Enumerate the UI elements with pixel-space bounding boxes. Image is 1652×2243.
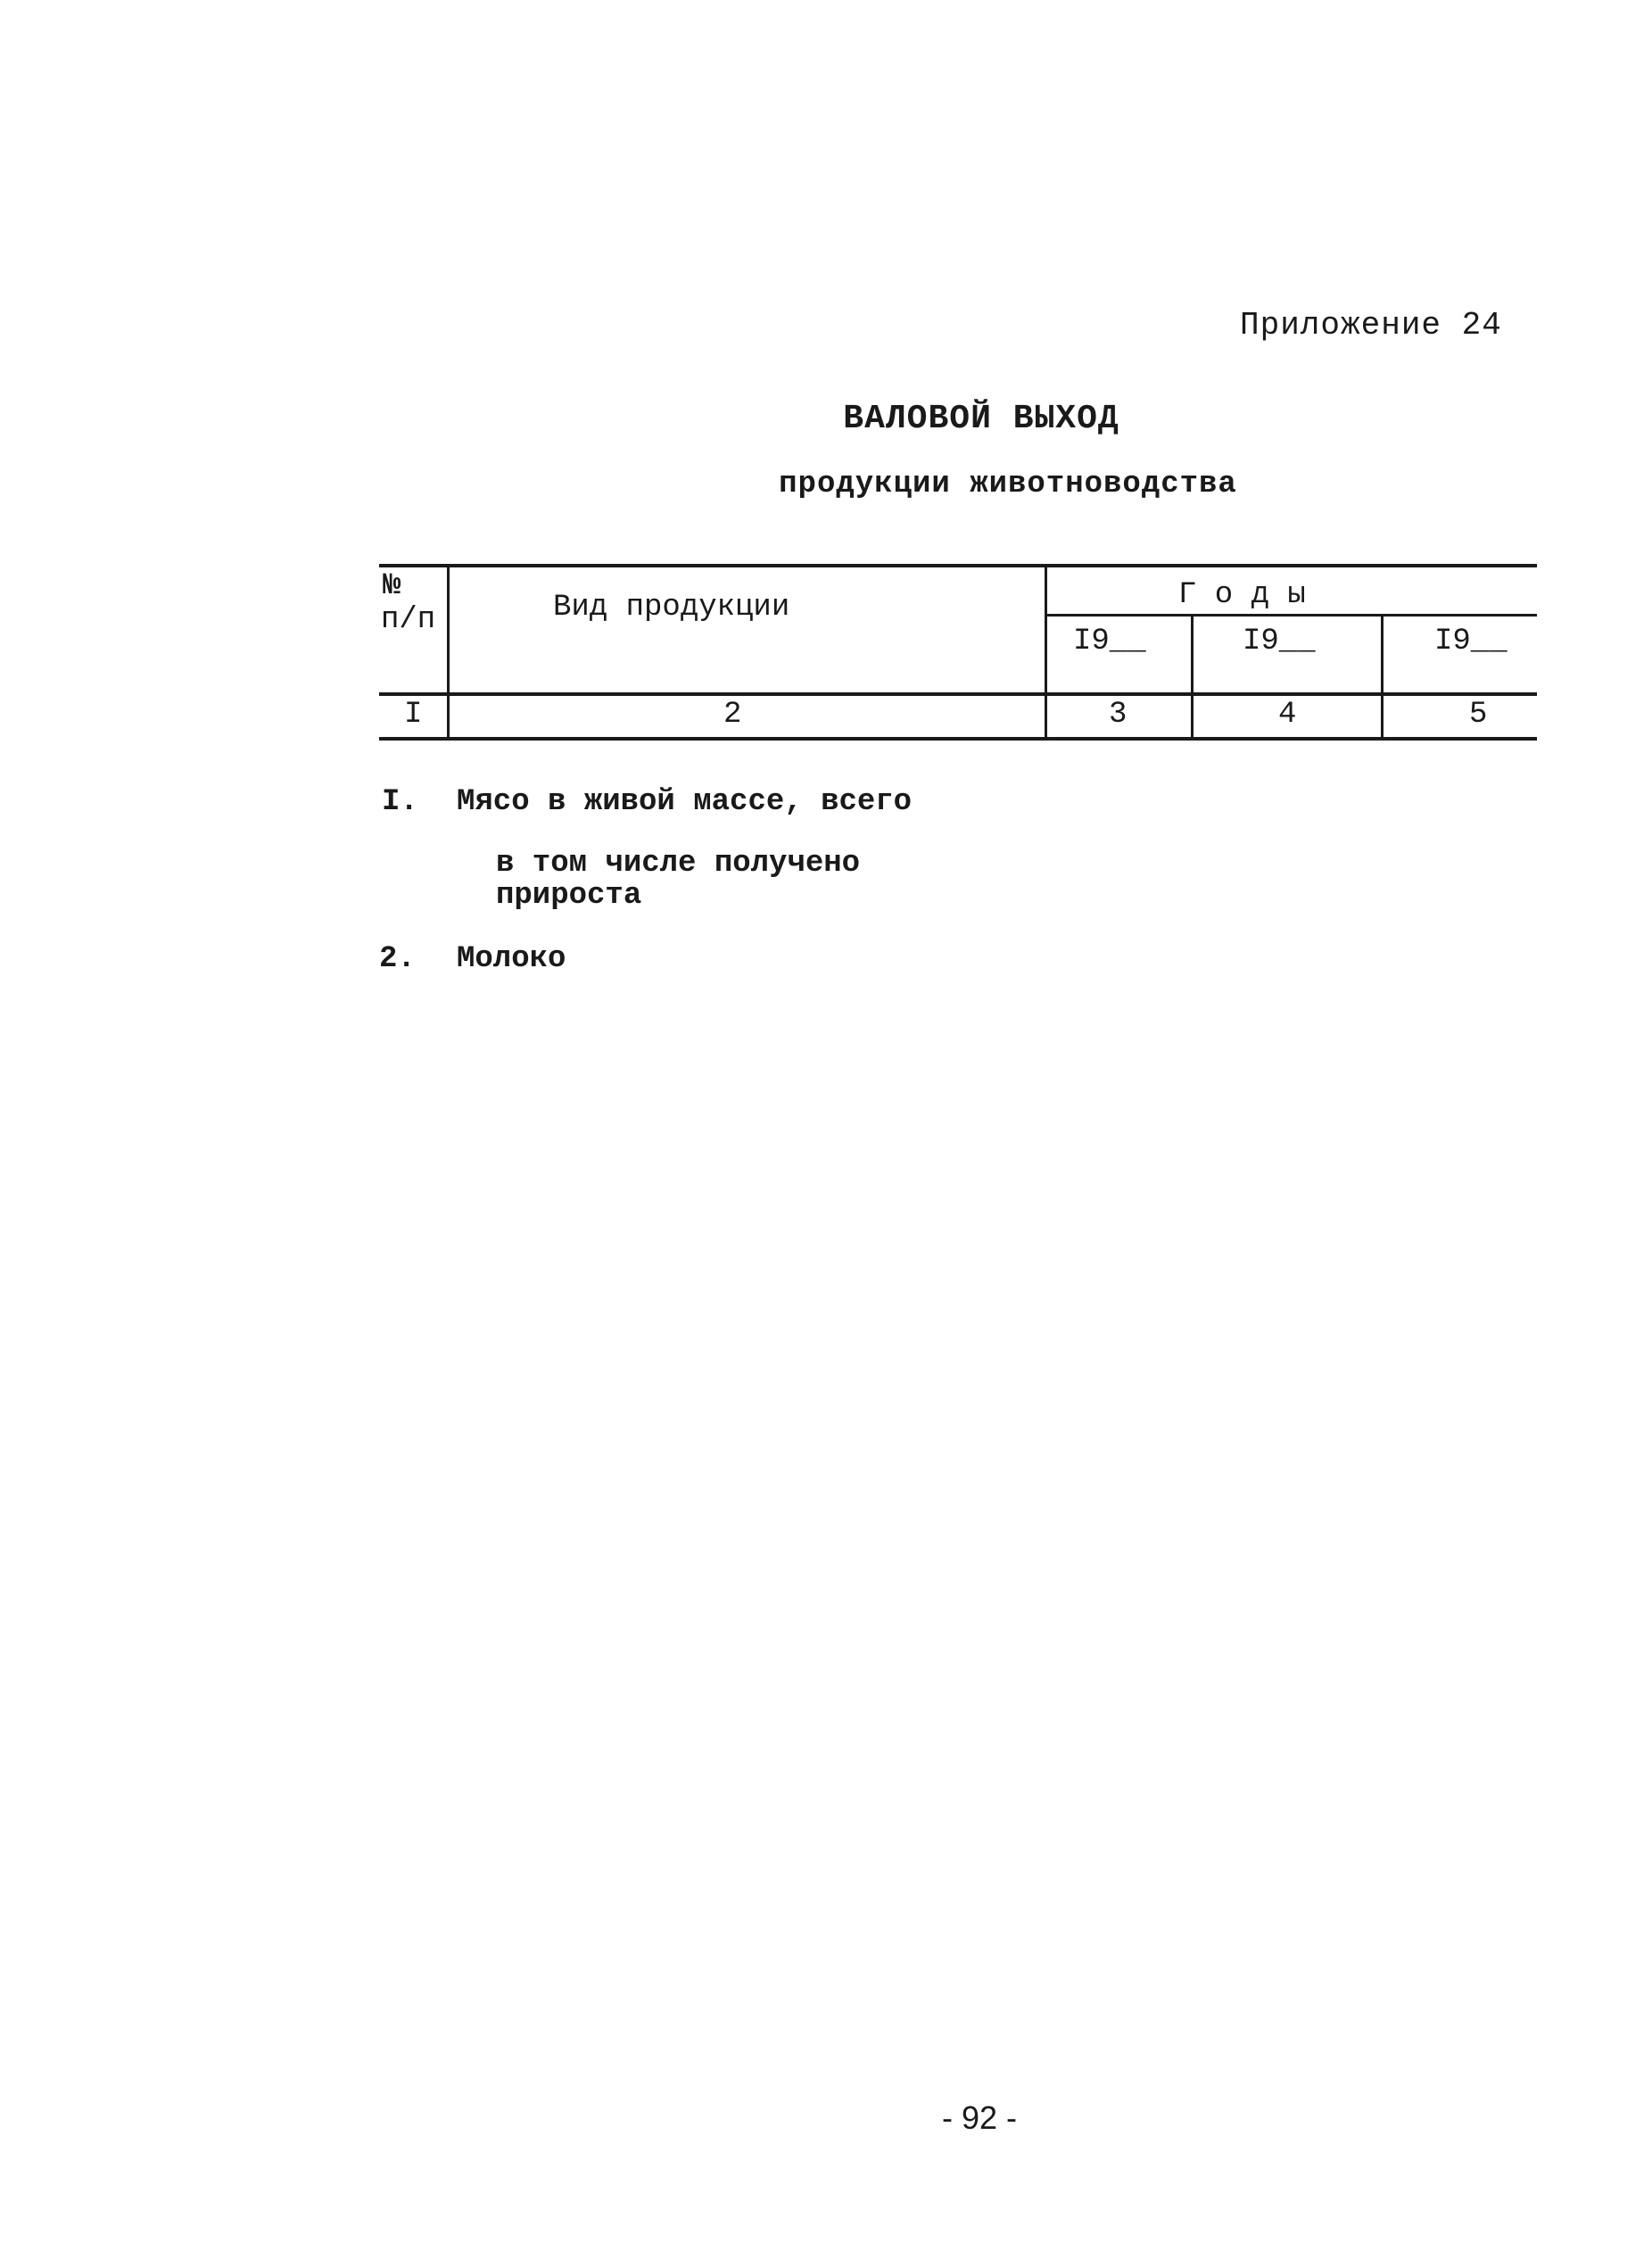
row-1-number: I. [382, 785, 418, 819]
col-separator-4 [1381, 616, 1384, 741]
row-1-sub-label-line-1: в том числе получено [496, 847, 861, 881]
column-number-1: I [404, 698, 423, 732]
column-number-5: 5 [1469, 698, 1488, 732]
table-top-border [379, 564, 1537, 567]
appendix-label: Приложение 24 [1240, 307, 1502, 343]
page-number: - 92 - [941, 2099, 1018, 2136]
column-number-2: 2 [723, 698, 742, 732]
row-1-sub-label-line-2: прироста [496, 879, 642, 913]
col-separator-1 [447, 564, 450, 741]
col-separator-3 [1191, 616, 1194, 741]
years-group-header: Г о д ы [1178, 578, 1306, 612]
column-number-4: 4 [1278, 698, 1297, 732]
row-2-number: 2. [379, 942, 416, 976]
table-bottom-border [379, 737, 1537, 741]
production-table [379, 564, 1537, 741]
product-type-header: Вид продукции [553, 591, 790, 625]
number-header-symbol: № [383, 569, 401, 603]
column-number-3: 3 [1109, 698, 1127, 732]
col-separator-2 [1045, 564, 1047, 741]
years-divider-line [1046, 614, 1537, 617]
document-subtitle: продукции животноводства [779, 468, 1237, 501]
row-1-label: Мясо в живой массе, всего [457, 785, 913, 819]
number-header: п/п [381, 603, 436, 637]
document-title: ВАЛОВОЙ ВЫХОД [843, 400, 1119, 438]
row-1-sub-label [496, 848, 860, 912]
header-bottom-border [379, 692, 1537, 696]
year-header-1: I9__ [1073, 625, 1146, 658]
year-header-2: I9__ [1243, 625, 1316, 658]
row-2-label: Молоко [457, 942, 566, 976]
year-header-3: I9__ [1434, 625, 1507, 658]
